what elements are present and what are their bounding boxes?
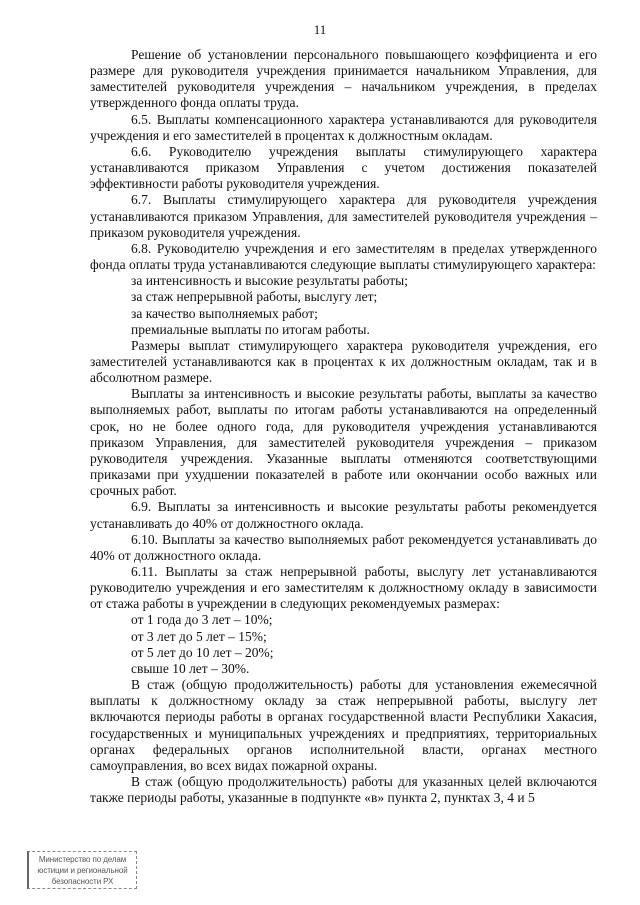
list-item: за интенсивность и высокие результаты работы; — [131, 273, 408, 289]
paragraph: 6.9. Выплаты за интенсивность и высокие результаты работы рекомендуется устанавливать до 40% от должностного оклада. — [90, 499, 597, 531]
stamp-line: юстиции и региональной — [37, 866, 128, 875]
list-item: за стаж непрерывной работы, выслугу лет; — [131, 289, 378, 305]
paragraph: 6.8. Руководителю учреждения и его заместителям в пределах утвержденного фонда оплаты труда устанавливаются следующие выплаты стимулирующего характера: — [90, 240, 597, 273]
list-item: от 3 лет до 5 лет – 15%; — [131, 628, 267, 644]
list-item: свыше 10 лет – 30%. — [131, 660, 250, 676]
paragraph: В стаж (общую продолжительность) работы для установления ежемесячной выплаты к должностному окладу за стаж непрерывной работы, выслугу лет включаются периоды работы в органах государственной власти Республики Хакасия, государственных и муниципальных учреждениях и предприятиях, территориальных органах федеральных органов исполнительной власти, органах местного самоуправления, во всех видах пожарной охраны. — [90, 677, 597, 773]
paragraph: Решение об установлении персонального повышающего коэффициента и его размере для руководителя учреждения принимается начальником Управления, для заместителей руководителя учреждения – начальником учреждения, в пределах утвержденного фонда оплаты труда. — [90, 47, 597, 111]
paragraph: 6.10. Выплаты за качество выполняемых работ рекомендуется устанавливать до 40% от должностного оклада. — [90, 531, 597, 563]
stamp-line: безопасности РХ — [51, 877, 114, 886]
page-number: 11 — [313, 22, 327, 37]
paragraph: В стаж (общую продолжительность) работы для указанных целей включаются также периоды работы, указанные в подпункте «в» пункта 2, пунктах 3, 4 и 5 — [90, 774, 597, 806]
ministry-stamp — [27, 851, 137, 889]
document-body — [90, 47, 597, 806]
paragraph: Размеры выплат стимулирующего характера руководителя учреждения, его заместителей устанавливаются как в процентах к их должностным окладам, так и в абсолютном размере. — [90, 337, 597, 386]
paragraph: Выплаты за интенсивность и высокие результаты работы, выплаты за качество выполняемых работ, выплаты по итогам работы устанавливаются на определенный срок, но не более одного года, для руководителя учреждения устанавливаются приказом Управления, для заместителей руководителя учреждения – приказом руководителя учреждения. Указанные выплаты отменяются соответствующими приказами при ухудшении показателей в работе или окончании особо важных или срочных работ. — [90, 386, 597, 499]
list-item: за качество выполняемых работ; — [131, 305, 318, 321]
paragraph: 6.6. Руководителю учреждения выплаты стимулирующего характера устанавливаются приказом Управления с учетом достижения показателей эффективности работы руководителя учреждения. — [90, 143, 597, 192]
paragraph: 6.5. Выплаты компенсационного характера устанавливаются для руководителя учреждения и его заместителей в процентах к должностным окладам. — [90, 111, 597, 143]
list-item: премиальные выплаты по итогам работы. — [131, 321, 370, 337]
list-item: от 5 лет до 10 лет – 20%; — [131, 644, 274, 660]
list-item: от 1 года до 3 лет – 10%; — [131, 612, 273, 628]
stamp-line: Министерство по делам — [38, 855, 127, 864]
paragraph: 6.7. Выплаты стимулирующего характера для руководителя учреждения устанавливаются приказом Управления, для заместителей руководителя учреждения – приказом руководителя учреждения. — [90, 192, 597, 240]
paragraph: 6.11. Выплаты за стаж непрерывной работы, выслугу лет устанавливаются руководителю учреждения и его заместителям к должностному окладу в зависимости от стажа работы в учреждении в следующих рекомендуемых размерах: — [90, 564, 597, 612]
